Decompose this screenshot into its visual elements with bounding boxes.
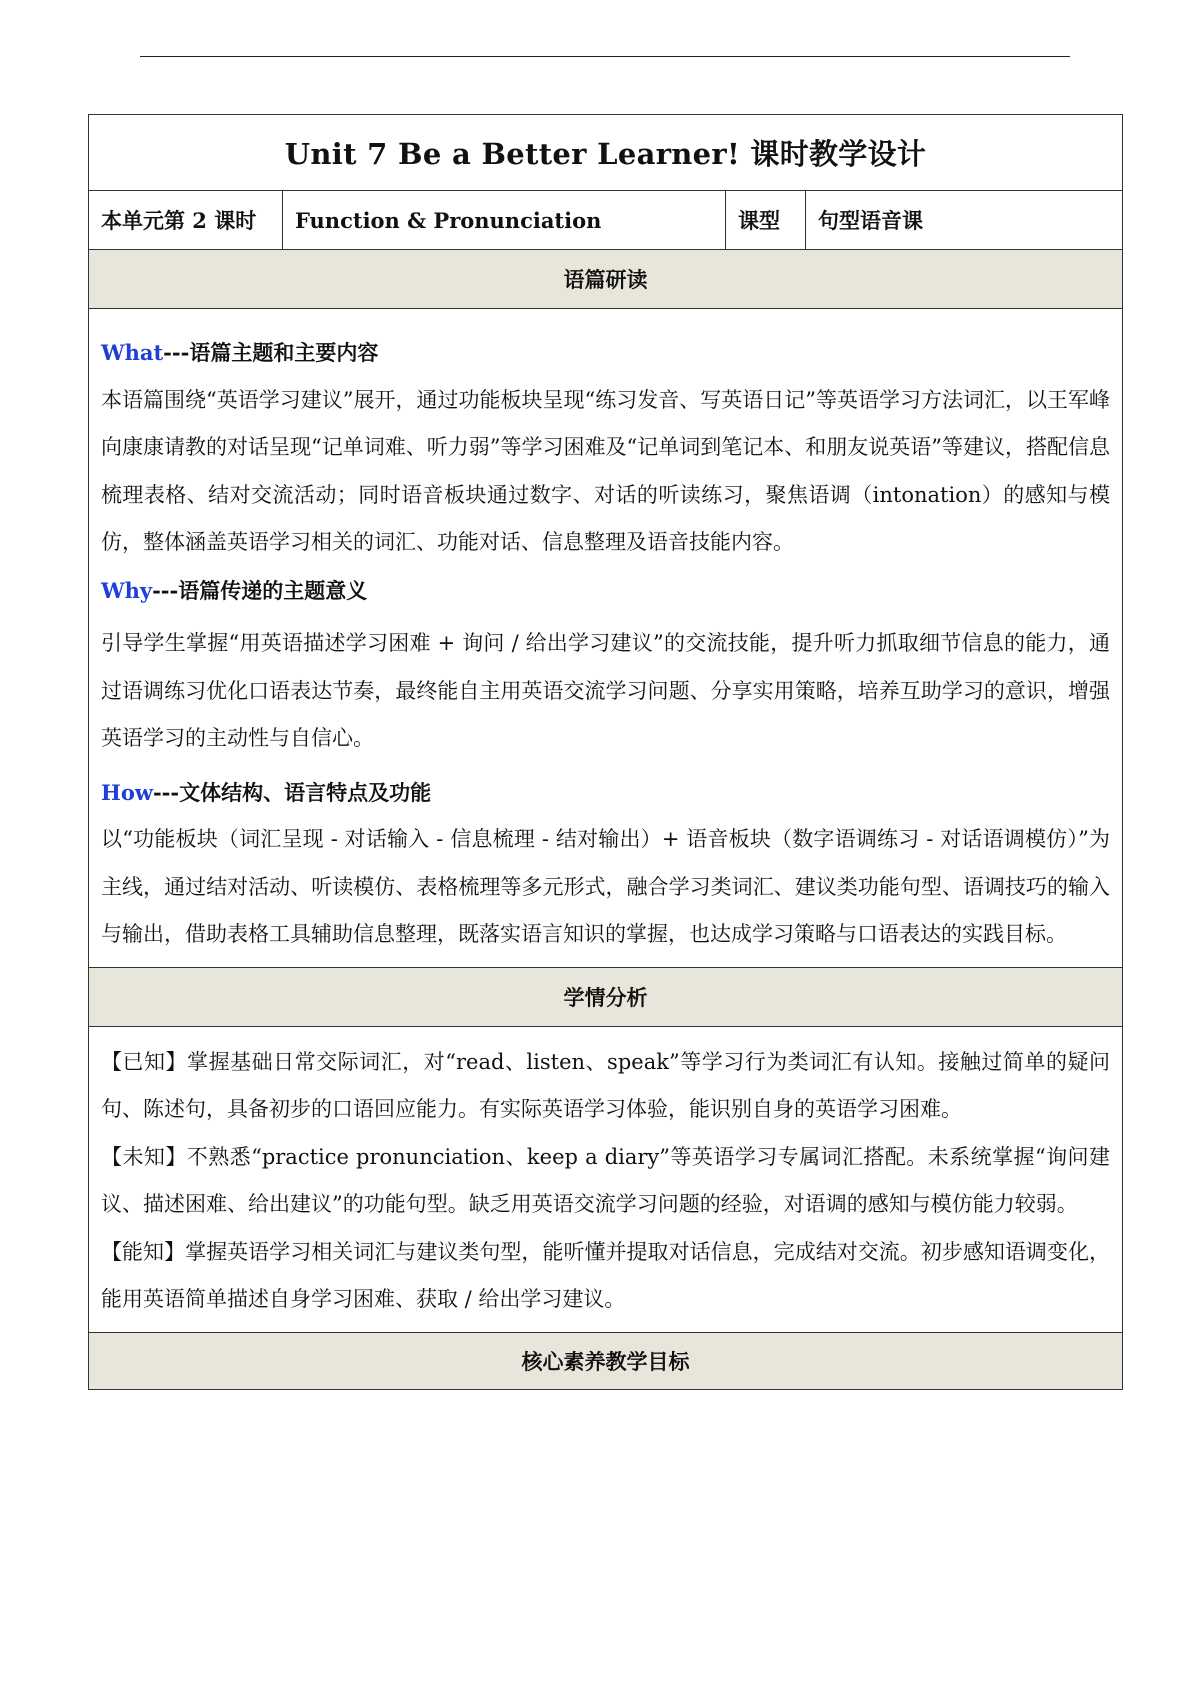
what-keyword: What [101,340,164,365]
how-title: ---文体结构、语言特点及功能 [152,779,432,805]
what-heading [101,329,1110,377]
how-keyword: How [101,779,153,805]
type-label: 课型 [726,191,806,250]
why-body: 引导学生掌握“用英语描述学习困难 + 询问 / 给出学习建议”的交流技能，提升听力抓取细节信息的能力，通过语调练习优化口语表达节奏，最终能自主用英语交流学习问题、分享实用策略，培养互助学习的意识，增强英语学习的主动性与自信心。 [101,631,1110,750]
why-keyword: Why [101,577,153,603]
section-header-text-study: 语篇研读 [89,250,1123,309]
student-analysis-content [89,1026,1123,1332]
section-header-student-analysis: 学情分析 [89,967,1123,1026]
text-study-content [89,309,1123,968]
why-heading [101,567,1110,615]
header-rule [140,56,1070,57]
document-title: Unit 7 Be a Better Learner! 课时教学设计 [89,115,1123,191]
able-paragraph: 【能知】掌握英语学习相关词汇与建议类句型，能听懂并提取对话信息，完成结对交流。初步感知语调变化，能用英语简单描述自身学习困难、获取 / 给出学习建议。 [101,1239,1110,1311]
why-title: ---语篇传递的主题意义 [152,577,368,603]
section-header-core-goals: 核心素养教学目标 [89,1332,1123,1389]
what-body: 本语篇围绕“英语学习建议”展开，通过功能板块呈现“练习发音、写英语日记”等英语学习方法词汇，以王军峰向康康请教的对话呈现“记单词难、听力弱”等学习困难及“记单词到笔记本、和朋友说英语”等建议，搭配信息梳理表格、结对交流活动；同时语音板块通过数字、对话的听读练习，聚焦语调（intonation）的感知与模仿，整体涵盖英语学习相关的词汇、功能对话、信息整理及语音技能内容。 [101,387,1110,554]
lesson-label: 本单元第 2 课时 [89,191,283,250]
how-heading [101,769,1110,817]
lesson-value: Function & Pronunciation [283,191,726,250]
how-body: 以“功能板块（词汇呈现 - 对话输入 - 信息梳理 - 结对输出）+ 语音板块（数字语调练习 - 对话语调模仿）”为主线，通过结对活动、听读模仿、表格梳理等多元形式，融合学习类词汇、建议类功能句型、语调技巧的输入与输出，借助表格工具辅助信息整理，既落实语言知识的掌握，也达成学习策略与口语表达的实践目标。 [101,827,1110,946]
lesson-plan-table [88,114,1123,1390]
known-paragraph: 【已知】掌握基础日常交际词汇，对“read、listen、speak”等学习行为类词汇有认知。接触过简单的疑问句、陈述句，具备初步的口语回应能力。有实际英语学习体验，能识别自身的英语学习困难。 [101,1049,1110,1121]
type-value: 句型语音课 [806,191,1123,250]
unknown-paragraph: 【未知】不熟悉“practice pronunciation、keep a diary”等英语学习专属词汇搭配。未系统掌握“询问建议、描述困难、给出建议”的功能句型。缺乏用英语交流学习问题的经验，对语调的感知与模仿能力较弱。 [101,1144,1110,1216]
what-title: ---语篇主题和主要内容 [163,340,379,365]
